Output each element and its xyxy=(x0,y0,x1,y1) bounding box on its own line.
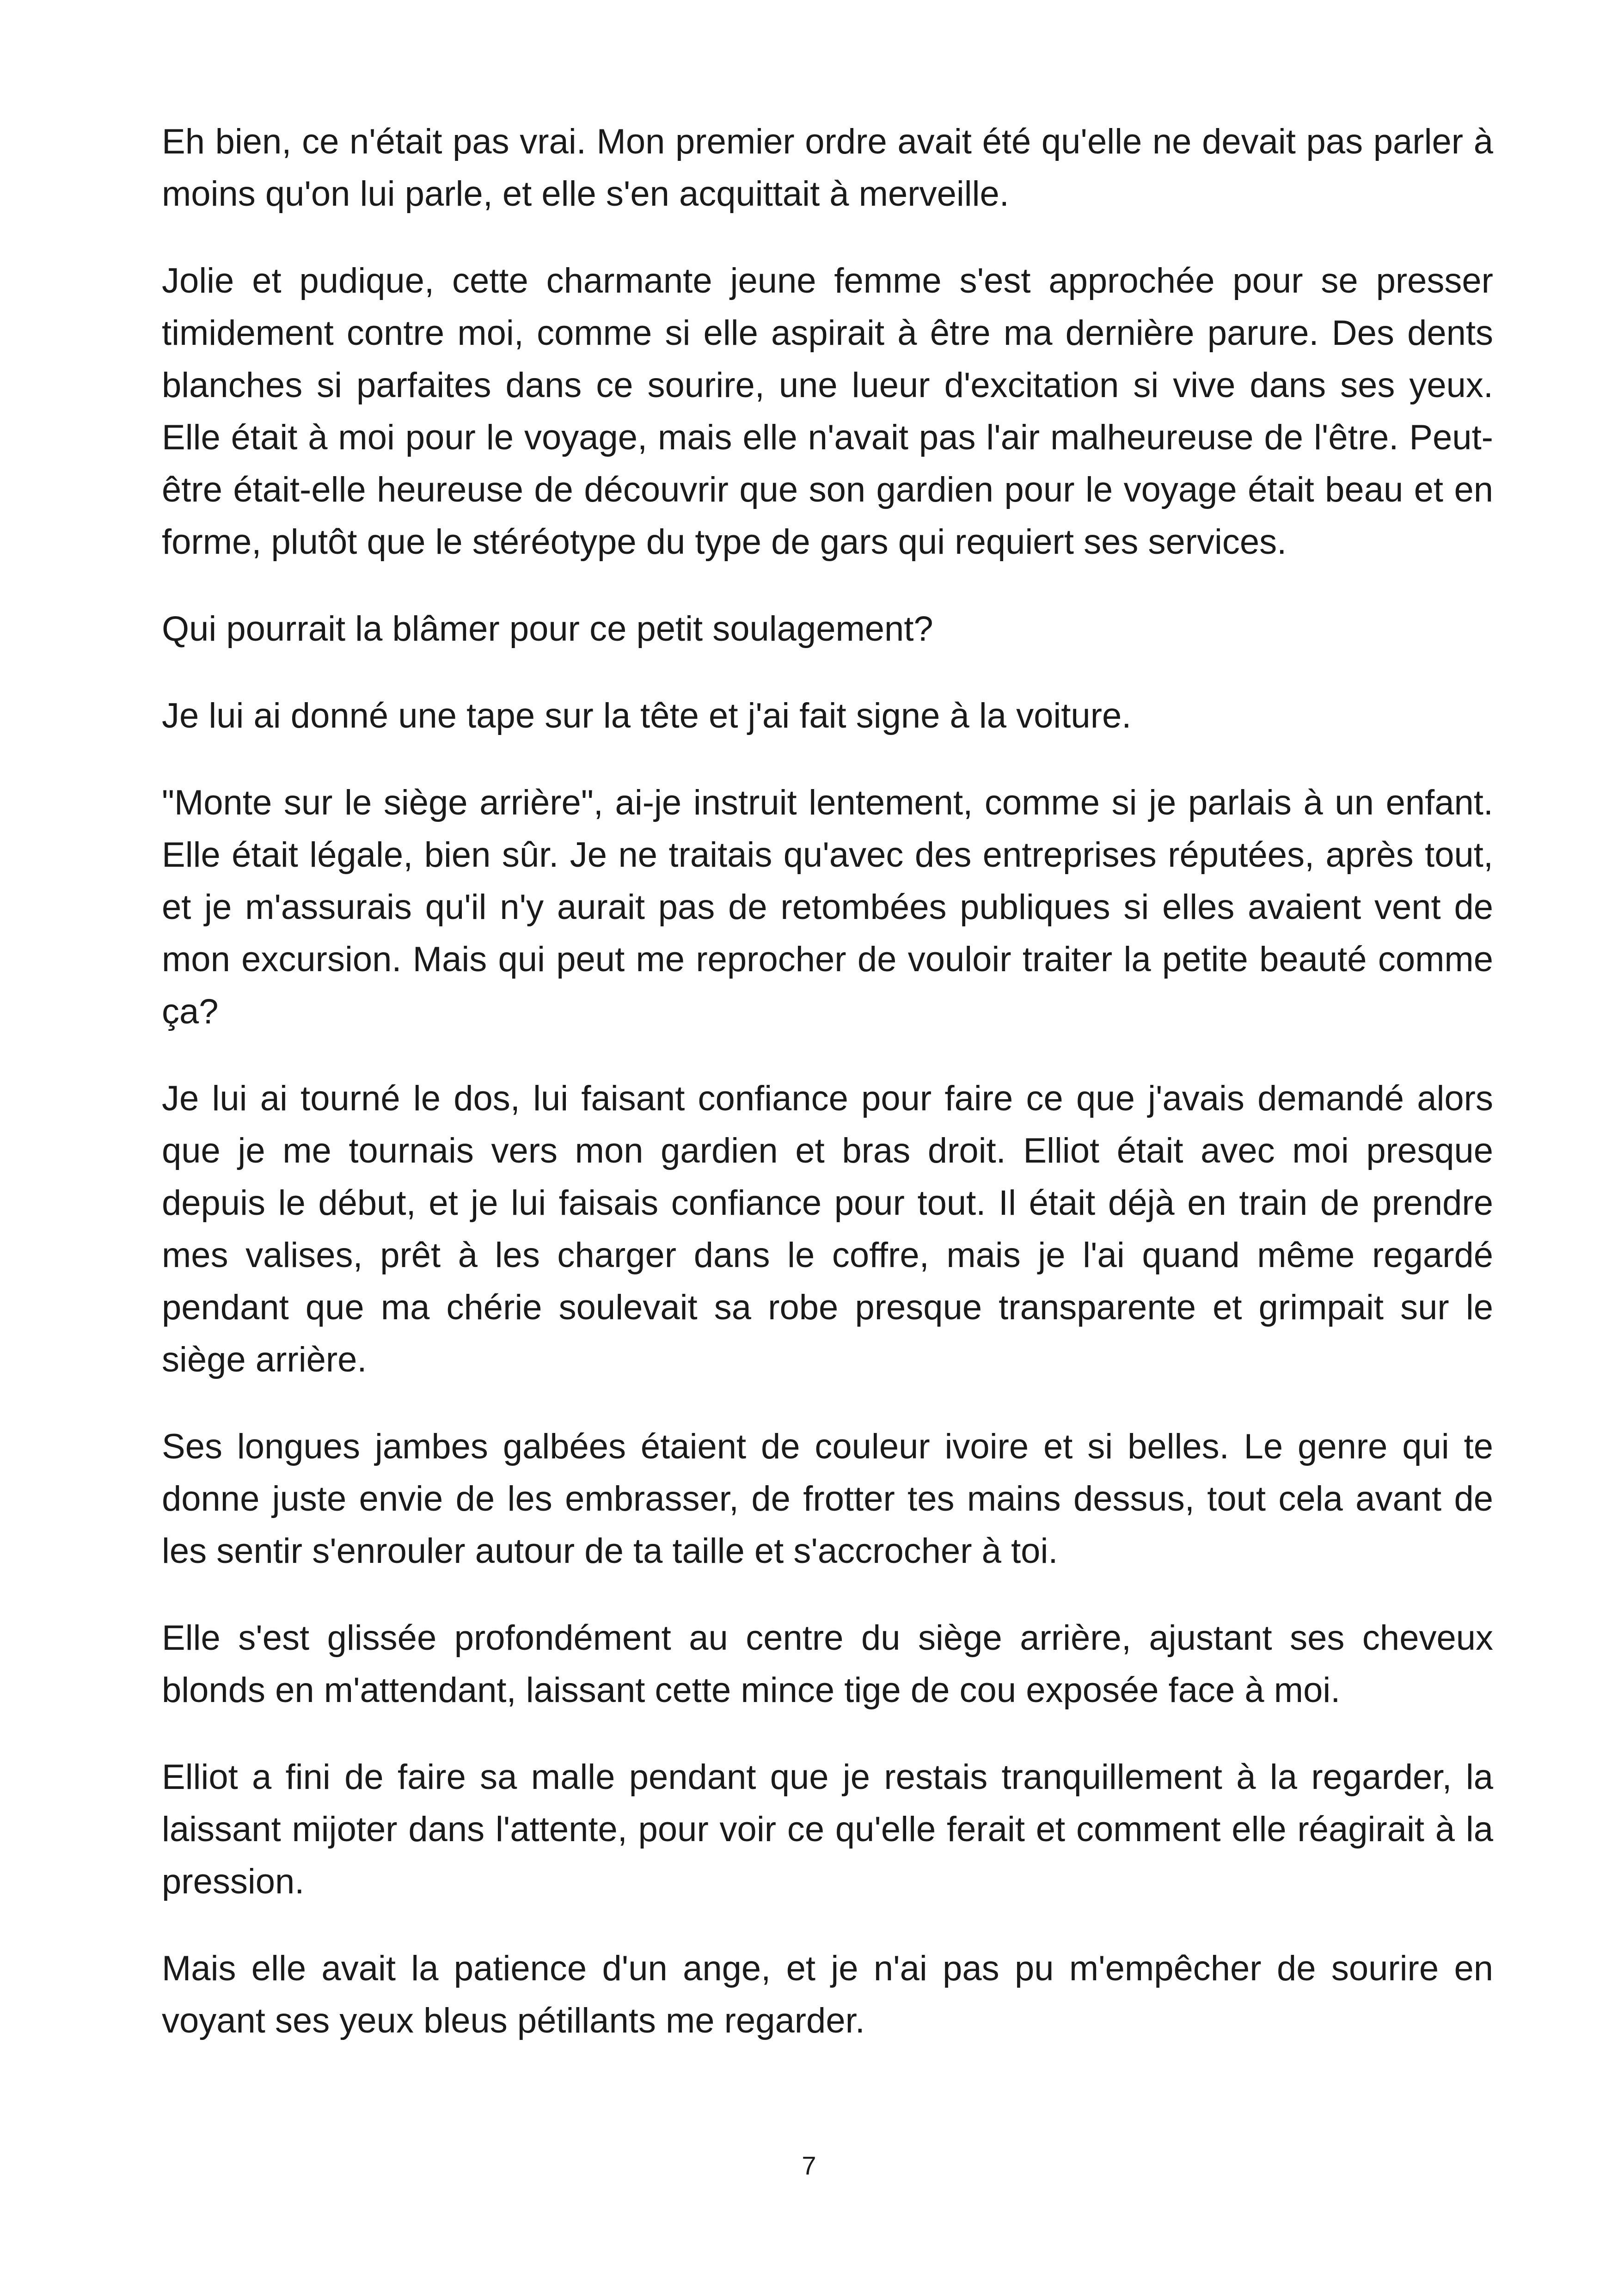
paragraph: Elle s'est glissée profondément au centre du siège arrière, ajustant ses cheveux blonds en m'attendant, laissant cette mince tige de cou exposée face à moi. xyxy=(162,1618,1493,1710)
paragraph: Je lui ai tourné le dos, lui faisant confiance pour faire ce que j'avais demandé alors que je me tournais vers mon gardien et bras droit. Elliot était avec moi presque depuis le début, et je lui faisais confiance pour tout. Il était déjà en train de prendre mes valises, prêt à les charger dans le coffre, mais je l'ai quand même regardé pendant que ma chérie soulevait sa robe presque transparente et grimpait sur le siège arrière. xyxy=(162,1079,1493,1379)
document-body xyxy=(162,116,1493,2082)
paragraph: Eh bien, ce n'était pas vrai. Mon premier ordre avait été qu'elle ne devait pas parler à moins qu'on lui parle, et elle s'en acquittait à merveille. xyxy=(162,122,1493,214)
paragraph: Elliot a fini de faire sa malle pendant que je restais tranquillement à la regarder, la laissant mijoter dans l'attente, pour voir ce qu'elle ferait et comment elle réagirait à la pression. xyxy=(162,1757,1493,1901)
paragraph: Ses longues jambes galbées étaient de couleur ivoire et si belles. Le genre qui te donne juste envie de les embrasser, de frotter tes mains dessus, tout cela avant de les sentir s'enrouler autour de ta taille et s'accrocher à toi. xyxy=(162,1427,1493,1571)
page-number: 7 xyxy=(802,2151,816,2180)
paragraph: Mais elle avait la patience d'un ange, et je n'ai pas pu m'empêcher de sourire en voyant ses yeux bleus pétillants me regarder. xyxy=(162,1949,1493,2040)
paragraph: Je lui ai donné une tape sur la tête et j'ai fait signe à la voiture. xyxy=(162,696,1132,735)
paragraph: Jolie et pudique, cette charmante jeune femme s'est approchée pour se presser timidement contre moi, comme si elle aspirait à être ma dernière parure. Des dents blanches si parfaites dans ce sourire, une lueur d'excitation si vive dans ses yeux. Elle était à moi pour le voyage, mais elle n'avait pas l'air malheureuse de l'être. Peut-être était-elle heureuse de découvrir que son gardien pour le voyage était beau et en forme, plutôt que le stéréotype du type de gars qui requiert ses services. xyxy=(162,261,1493,562)
paragraph: "Monte sur le siège arrière", ai-je instruit lentement, comme si je parlais à un enfant. Elle était légale, bien sûr. Je ne traitais qu'avec des entreprises réputées, après tout, et je m'assurais qu'il n'y aurait pas de retombées publiques si elles avaient vent de mon excursion. Mais qui peut me reprocher de vouloir traiter la petite beauté comme ça? xyxy=(162,783,1493,1031)
paragraph: Qui pourrait la blâmer pour ce petit soulagement? xyxy=(162,609,933,649)
